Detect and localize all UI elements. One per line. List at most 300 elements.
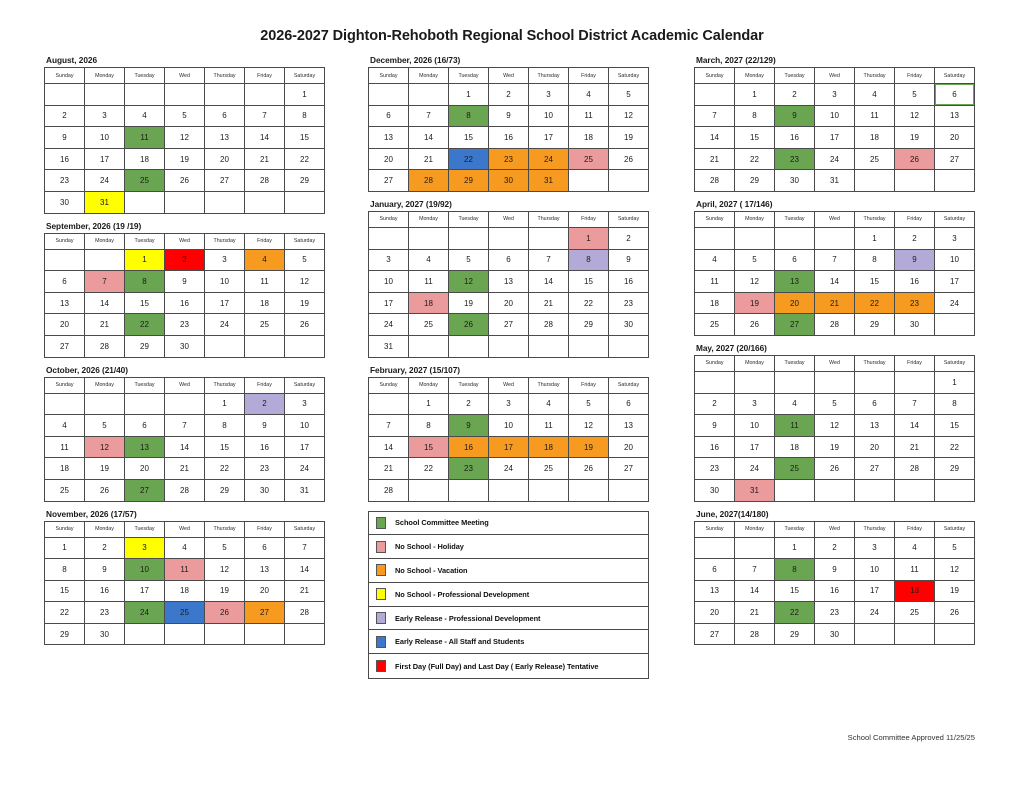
day-cell[interactable]: 22 (205, 458, 245, 480)
day-cell[interactable]: 8 (569, 249, 609, 271)
day-cell[interactable]: 13 (125, 436, 165, 458)
day-cell[interactable]: 25 (45, 479, 85, 501)
day-cell[interactable]: 13 (775, 271, 815, 293)
day-cell[interactable]: 7 (895, 393, 935, 415)
day-cell[interactable]: 12 (895, 105, 935, 127)
day-cell[interactable]: 25 (775, 458, 815, 480)
day-cell[interactable]: 19 (935, 580, 975, 602)
day-cell[interactable]: 16 (85, 580, 125, 602)
day-cell[interactable]: 8 (45, 559, 85, 581)
day-cell[interactable]: 16 (895, 271, 935, 293)
day-cell[interactable]: 14 (895, 415, 935, 437)
day-cell[interactable]: 21 (245, 148, 285, 170)
day-cell[interactable]: 31 (369, 335, 409, 357)
day-cell[interactable]: 30 (895, 314, 935, 336)
day-cell[interactable]: 13 (245, 559, 285, 581)
day-cell[interactable]: 21 (285, 580, 325, 602)
day-cell[interactable]: 14 (245, 127, 285, 149)
day-cell[interactable]: 28 (285, 602, 325, 624)
day-cell[interactable]: 29 (449, 170, 489, 192)
day-cell[interactable]: 21 (409, 148, 449, 170)
day-cell[interactable]: 29 (205, 479, 245, 501)
day-cell[interactable]: 25 (409, 314, 449, 336)
day-cell[interactable]: 13 (489, 271, 529, 293)
day-cell[interactable]: 29 (45, 623, 85, 645)
day-cell[interactable]: 22 (935, 436, 975, 458)
day-cell[interactable]: 18 (695, 292, 735, 314)
day-cell[interactable]: 3 (369, 249, 409, 271)
day-cell[interactable]: 12 (85, 436, 125, 458)
day-cell[interactable]: 30 (609, 314, 649, 336)
day-cell[interactable]: 3 (529, 84, 569, 106)
day-cell[interactable]: 7 (369, 415, 409, 437)
day-cell[interactable]: 11 (775, 415, 815, 437)
day-cell[interactable]: 25 (165, 602, 205, 624)
day-cell[interactable]: 9 (695, 415, 735, 437)
day-cell[interactable]: 7 (695, 105, 735, 127)
day-cell[interactable]: 30 (245, 479, 285, 501)
day-cell[interactable]: 17 (815, 127, 855, 149)
day-cell[interactable]: 23 (45, 170, 85, 192)
day-cell[interactable]: 16 (489, 127, 529, 149)
day-cell[interactable]: 24 (815, 148, 855, 170)
day-cell[interactable]: 14 (369, 436, 409, 458)
day-cell[interactable]: 29 (569, 314, 609, 336)
day-cell[interactable]: 1 (409, 393, 449, 415)
day-cell[interactable]: 4 (409, 249, 449, 271)
day-cell[interactable]: 25 (569, 148, 609, 170)
day-cell[interactable]: 13 (855, 415, 895, 437)
day-cell[interactable]: 25 (125, 170, 165, 192)
day-cell[interactable]: 2 (609, 227, 649, 249)
day-cell[interactable]: 15 (205, 436, 245, 458)
day-cell[interactable]: 28 (529, 314, 569, 336)
day-cell[interactable]: 1 (449, 84, 489, 106)
day-cell[interactable]: 4 (245, 249, 285, 271)
day-cell[interactable]: 25 (855, 148, 895, 170)
day-cell[interactable]: 11 (245, 271, 285, 293)
day-cell[interactable]: 22 (45, 602, 85, 624)
day-cell[interactable]: 10 (125, 559, 165, 581)
day-cell[interactable]: 27 (775, 314, 815, 336)
day-cell[interactable]: 4 (125, 105, 165, 127)
day-cell[interactable]: 16 (245, 436, 285, 458)
day-cell[interactable]: 8 (285, 105, 325, 127)
day-cell[interactable]: 18 (529, 436, 569, 458)
day-cell[interactable]: 3 (935, 227, 975, 249)
day-cell[interactable]: 26 (895, 148, 935, 170)
day-cell[interactable]: 22 (735, 148, 775, 170)
day-cell[interactable]: 1 (855, 227, 895, 249)
day-cell[interactable]: 2 (85, 537, 125, 559)
day-cell[interactable]: 14 (695, 127, 735, 149)
day-cell[interactable]: 23 (695, 458, 735, 480)
day-cell[interactable]: 1 (45, 537, 85, 559)
day-cell[interactable]: 20 (935, 127, 975, 149)
day-cell[interactable]: 5 (569, 393, 609, 415)
day-cell[interactable]: 3 (855, 537, 895, 559)
day-cell[interactable]: 17 (855, 580, 895, 602)
day-cell[interactable]: 27 (245, 602, 285, 624)
day-cell[interactable]: 3 (735, 393, 775, 415)
day-cell[interactable]: 26 (815, 458, 855, 480)
day-cell[interactable]: 20 (695, 602, 735, 624)
day-cell[interactable]: 9 (815, 559, 855, 581)
day-cell[interactable]: 12 (165, 127, 205, 149)
day-cell[interactable]: 10 (855, 559, 895, 581)
day-cell[interactable]: 20 (609, 436, 649, 458)
day-cell[interactable]: 27 (45, 335, 85, 357)
day-cell[interactable]: 8 (935, 393, 975, 415)
day-cell[interactable]: 30 (489, 170, 529, 192)
day-cell[interactable]: 8 (205, 415, 245, 437)
day-cell[interactable]: 15 (735, 127, 775, 149)
day-cell[interactable]: 13 (609, 415, 649, 437)
day-cell[interactable]: 25 (695, 314, 735, 336)
day-cell[interactable]: 8 (409, 415, 449, 437)
day-cell[interactable]: 14 (85, 292, 125, 314)
day-cell[interactable]: 15 (855, 271, 895, 293)
day-cell[interactable]: 29 (735, 170, 775, 192)
day-cell[interactable]: 8 (775, 559, 815, 581)
day-cell[interactable]: 2 (245, 393, 285, 415)
day-cell[interactable]: 7 (529, 249, 569, 271)
day-cell[interactable]: 8 (449, 105, 489, 127)
day-cell[interactable]: 6 (609, 393, 649, 415)
day-cell[interactable]: 12 (569, 415, 609, 437)
day-cell[interactable]: 28 (245, 170, 285, 192)
day-cell[interactable]: 21 (735, 602, 775, 624)
day-cell[interactable]: 17 (85, 148, 125, 170)
day-cell[interactable]: 13 (205, 127, 245, 149)
day-cell[interactable]: 26 (449, 314, 489, 336)
day-cell[interactable]: 27 (935, 148, 975, 170)
day-cell[interactable]: 10 (369, 271, 409, 293)
day-cell[interactable]: 19 (895, 127, 935, 149)
day-cell[interactable]: 11 (569, 105, 609, 127)
day-cell[interactable]: 28 (895, 458, 935, 480)
day-cell[interactable]: 3 (205, 249, 245, 271)
day-cell[interactable]: 6 (125, 415, 165, 437)
day-cell[interactable]: 25 (895, 602, 935, 624)
day-cell[interactable]: 24 (735, 458, 775, 480)
day-cell[interactable]: 30 (775, 170, 815, 192)
day-cell[interactable]: 27 (125, 479, 165, 501)
day-cell[interactable]: 23 (489, 148, 529, 170)
day-cell[interactable]: 19 (815, 436, 855, 458)
day-cell[interactable]: 1 (735, 84, 775, 106)
day-cell[interactable]: 26 (285, 314, 325, 336)
day-cell[interactable]: 7 (85, 271, 125, 293)
day-cell[interactable]: 27 (205, 170, 245, 192)
day-cell[interactable]: 27 (489, 314, 529, 336)
day-cell[interactable]: 19 (735, 292, 775, 314)
day-cell[interactable]: 28 (695, 170, 735, 192)
day-cell[interactable]: 5 (205, 537, 245, 559)
day-cell[interactable]: 31 (85, 191, 125, 213)
day-cell[interactable]: 5 (815, 393, 855, 415)
day-cell[interactable]: 3 (815, 84, 855, 106)
day-cell[interactable]: 15 (409, 436, 449, 458)
day-cell[interactable]: 3 (85, 105, 125, 127)
day-cell[interactable]: 29 (285, 170, 325, 192)
day-cell[interactable]: 17 (489, 436, 529, 458)
day-cell[interactable]: 9 (609, 249, 649, 271)
day-cell[interactable]: 16 (45, 148, 85, 170)
day-cell[interactable]: 12 (449, 271, 489, 293)
day-cell[interactable]: 6 (695, 559, 735, 581)
day-cell[interactable]: 4 (569, 84, 609, 106)
day-cell[interactable]: 6 (775, 249, 815, 271)
day-cell[interactable]: 28 (85, 335, 125, 357)
day-cell[interactable]: 22 (775, 602, 815, 624)
day-cell[interactable]: 27 (609, 458, 649, 480)
day-cell[interactable]: 14 (529, 271, 569, 293)
day-cell[interactable]: 1 (285, 84, 325, 106)
day-cell[interactable]: 23 (85, 602, 125, 624)
day-cell[interactable]: 2 (45, 105, 85, 127)
day-cell[interactable]: 2 (775, 84, 815, 106)
day-cell[interactable]: 11 (409, 271, 449, 293)
day-cell[interactable]: 5 (449, 249, 489, 271)
day-cell[interactable]: 14 (409, 127, 449, 149)
day-cell[interactable]: 9 (165, 271, 205, 293)
day-cell[interactable]: 20 (125, 458, 165, 480)
day-cell[interactable]: 19 (609, 127, 649, 149)
day-cell[interactable]: 16 (449, 436, 489, 458)
day-cell[interactable]: 23 (609, 292, 649, 314)
day-cell[interactable]: 7 (815, 249, 855, 271)
day-cell[interactable]: 13 (935, 105, 975, 127)
day-cell[interactable]: 28 (409, 170, 449, 192)
day-cell[interactable]: 18 (125, 148, 165, 170)
day-cell[interactable]: 24 (85, 170, 125, 192)
day-cell[interactable]: 16 (775, 127, 815, 149)
day-cell[interactable]: 22 (569, 292, 609, 314)
day-cell[interactable]: 20 (369, 148, 409, 170)
day-cell[interactable]: 26 (569, 458, 609, 480)
day-cell[interactable]: 16 (695, 436, 735, 458)
day-cell[interactable]: 1 (935, 371, 975, 393)
day-cell[interactable]: 29 (775, 623, 815, 645)
day-cell[interactable]: 28 (815, 314, 855, 336)
day-cell[interactable]: 2 (895, 227, 935, 249)
day-cell[interactable]: 28 (165, 479, 205, 501)
day-cell[interactable]: 21 (165, 458, 205, 480)
day-cell[interactable]: 2 (695, 393, 735, 415)
day-cell[interactable]: 30 (815, 623, 855, 645)
day-cell[interactable]: 10 (489, 415, 529, 437)
day-cell[interactable]: 10 (735, 415, 775, 437)
day-cell[interactable]: 8 (855, 249, 895, 271)
day-cell[interactable]: 29 (935, 458, 975, 480)
day-cell[interactable]: 1 (205, 393, 245, 415)
day-cell[interactable]: 17 (369, 292, 409, 314)
day-cell[interactable]: 15 (125, 292, 165, 314)
day-cell[interactable]: 20 (775, 292, 815, 314)
day-cell[interactable]: 23 (165, 314, 205, 336)
day-cell[interactable]: 24 (369, 314, 409, 336)
day-cell[interactable]: 16 (165, 292, 205, 314)
day-cell[interactable]: 21 (815, 292, 855, 314)
day-cell[interactable]: 15 (45, 580, 85, 602)
day-cell[interactable]: 18 (569, 127, 609, 149)
day-cell[interactable]: 19 (165, 148, 205, 170)
day-cell[interactable]: 6 (489, 249, 529, 271)
day-cell[interactable]: 12 (815, 415, 855, 437)
day-cell[interactable]: 11 (895, 559, 935, 581)
day-cell[interactable]: 23 (449, 458, 489, 480)
day-cell[interactable]: 18 (895, 580, 935, 602)
day-cell[interactable]: 19 (285, 292, 325, 314)
day-cell[interactable]: 1 (125, 249, 165, 271)
day-cell[interactable]: 7 (409, 105, 449, 127)
day-cell[interactable]: 26 (735, 314, 775, 336)
day-cell[interactable]: 29 (125, 335, 165, 357)
day-cell[interactable]: 24 (935, 292, 975, 314)
day-cell[interactable]: 17 (285, 436, 325, 458)
day-cell[interactable]: 17 (735, 436, 775, 458)
day-cell[interactable]: 31 (815, 170, 855, 192)
day-cell[interactable]: 10 (815, 105, 855, 127)
day-cell[interactable]: 23 (775, 148, 815, 170)
day-cell[interactable]: 10 (205, 271, 245, 293)
day-cell[interactable]: 14 (165, 436, 205, 458)
day-cell[interactable]: 5 (285, 249, 325, 271)
day-cell[interactable]: 6 (935, 84, 975, 106)
day-cell[interactable]: 27 (369, 170, 409, 192)
day-cell[interactable]: 21 (895, 436, 935, 458)
day-cell[interactable]: 30 (85, 623, 125, 645)
day-cell[interactable]: 21 (369, 458, 409, 480)
day-cell[interactable]: 23 (245, 458, 285, 480)
day-cell[interactable]: 28 (735, 623, 775, 645)
day-cell[interactable]: 23 (815, 602, 855, 624)
day-cell[interactable]: 7 (165, 415, 205, 437)
day-cell[interactable]: 4 (165, 537, 205, 559)
day-cell[interactable]: 4 (529, 393, 569, 415)
day-cell[interactable]: 25 (245, 314, 285, 336)
day-cell[interactable]: 22 (125, 314, 165, 336)
day-cell[interactable]: 9 (245, 415, 285, 437)
day-cell[interactable]: 6 (205, 105, 245, 127)
day-cell[interactable]: 18 (409, 292, 449, 314)
day-cell[interactable]: 25 (529, 458, 569, 480)
day-cell[interactable]: 3 (285, 393, 325, 415)
day-cell[interactable]: 26 (85, 479, 125, 501)
day-cell[interactable]: 19 (205, 580, 245, 602)
day-cell[interactable]: 9 (895, 249, 935, 271)
day-cell[interactable]: 5 (165, 105, 205, 127)
day-cell[interactable]: 24 (205, 314, 245, 336)
day-cell[interactable]: 7 (735, 559, 775, 581)
day-cell[interactable]: 14 (815, 271, 855, 293)
day-cell[interactable]: 20 (489, 292, 529, 314)
day-cell[interactable]: 9 (449, 415, 489, 437)
day-cell[interactable]: 14 (735, 580, 775, 602)
day-cell[interactable]: 11 (45, 436, 85, 458)
day-cell[interactable]: 11 (529, 415, 569, 437)
day-cell[interactable]: 12 (609, 105, 649, 127)
day-cell[interactable]: 11 (165, 559, 205, 581)
day-cell[interactable]: 21 (85, 314, 125, 336)
day-cell[interactable]: 15 (775, 580, 815, 602)
day-cell[interactable]: 20 (45, 314, 85, 336)
day-cell[interactable]: 22 (855, 292, 895, 314)
day-cell[interactable]: 20 (245, 580, 285, 602)
day-cell[interactable]: 12 (285, 271, 325, 293)
day-cell[interactable]: 27 (695, 623, 735, 645)
day-cell[interactable]: 2 (449, 393, 489, 415)
day-cell[interactable]: 12 (205, 559, 245, 581)
day-cell[interactable]: 18 (45, 458, 85, 480)
day-cell[interactable]: 30 (165, 335, 205, 357)
day-cell[interactable]: 11 (125, 127, 165, 149)
day-cell[interactable]: 31 (735, 479, 775, 501)
day-cell[interactable]: 5 (935, 537, 975, 559)
day-cell[interactable]: 24 (489, 458, 529, 480)
day-cell[interactable]: 13 (45, 292, 85, 314)
day-cell[interactable]: 15 (569, 271, 609, 293)
day-cell[interactable]: 5 (609, 84, 649, 106)
day-cell[interactable]: 2 (165, 249, 205, 271)
day-cell[interactable]: 8 (125, 271, 165, 293)
day-cell[interactable]: 1 (569, 227, 609, 249)
day-cell[interactable]: 2 (815, 537, 855, 559)
day-cell[interactable]: 6 (45, 271, 85, 293)
day-cell[interactable]: 3 (125, 537, 165, 559)
day-cell[interactable]: 24 (529, 148, 569, 170)
day-cell[interactable]: 19 (569, 436, 609, 458)
day-cell[interactable]: 1 (775, 537, 815, 559)
day-cell[interactable]: 18 (855, 127, 895, 149)
day-cell[interactable]: 9 (45, 127, 85, 149)
day-cell[interactable]: 4 (695, 249, 735, 271)
day-cell[interactable]: 13 (369, 127, 409, 149)
day-cell[interactable]: 15 (935, 415, 975, 437)
day-cell[interactable]: 17 (125, 580, 165, 602)
day-cell[interactable]: 29 (855, 314, 895, 336)
day-cell[interactable]: 4 (775, 393, 815, 415)
day-cell[interactable]: 28 (369, 479, 409, 501)
day-cell[interactable]: 11 (695, 271, 735, 293)
day-cell[interactable]: 9 (775, 105, 815, 127)
day-cell[interactable]: 3 (489, 393, 529, 415)
day-cell[interactable]: 18 (165, 580, 205, 602)
day-cell[interactable]: 10 (285, 415, 325, 437)
day-cell[interactable]: 2 (489, 84, 529, 106)
day-cell[interactable]: 30 (45, 191, 85, 213)
day-cell[interactable]: 4 (45, 415, 85, 437)
day-cell[interactable]: 4 (855, 84, 895, 106)
day-cell[interactable]: 20 (855, 436, 895, 458)
day-cell[interactable]: 22 (285, 148, 325, 170)
day-cell[interactable]: 30 (695, 479, 735, 501)
day-cell[interactable]: 21 (529, 292, 569, 314)
day-cell[interactable]: 26 (609, 148, 649, 170)
day-cell[interactable]: 24 (285, 458, 325, 480)
day-cell[interactable]: 14 (285, 559, 325, 581)
day-cell[interactable]: 7 (245, 105, 285, 127)
day-cell[interactable]: 5 (85, 415, 125, 437)
day-cell[interactable]: 23 (895, 292, 935, 314)
day-cell[interactable]: 26 (205, 602, 245, 624)
day-cell[interactable]: 26 (165, 170, 205, 192)
day-cell[interactable]: 22 (409, 458, 449, 480)
day-cell[interactable]: 21 (695, 148, 735, 170)
day-cell[interactable]: 24 (125, 602, 165, 624)
day-cell[interactable]: 31 (529, 170, 569, 192)
